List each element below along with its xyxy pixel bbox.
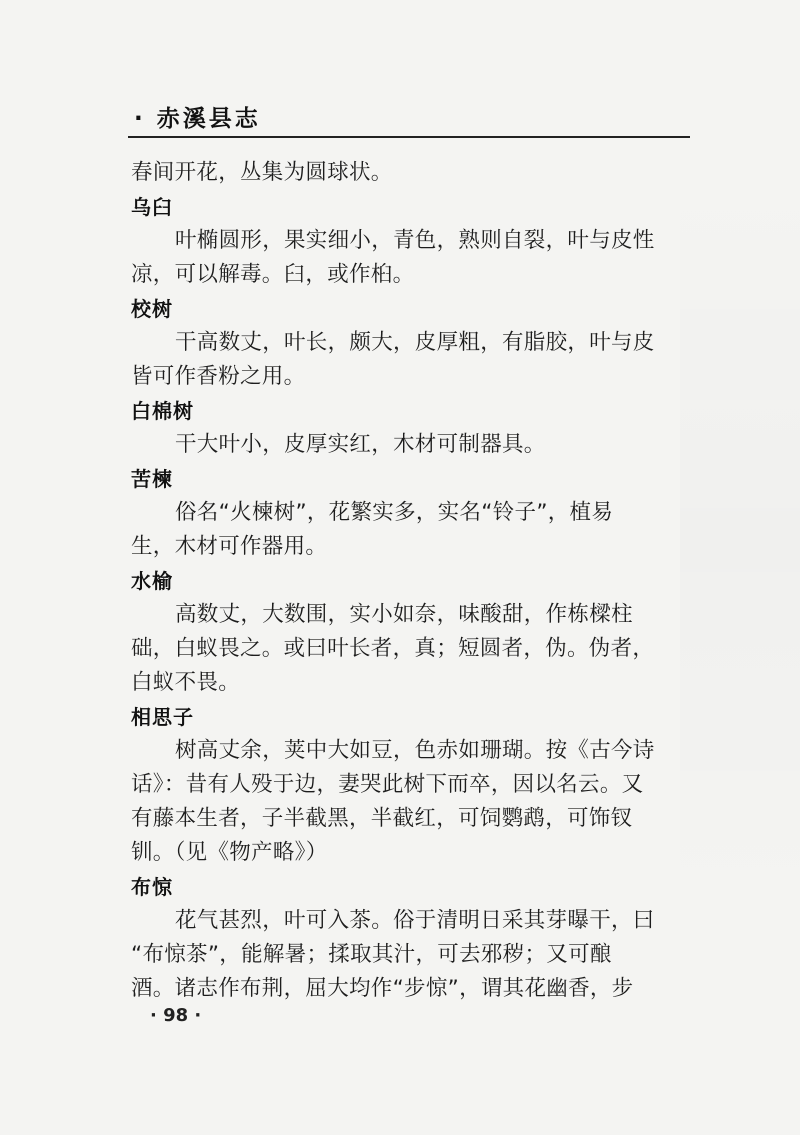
entry-heading: 乌臼: [131, 195, 173, 219]
entry-heading: 相思子: [131, 705, 194, 729]
text-line: 凉，可以解毒。臼，或作桕。: [131, 262, 415, 287]
text-line: “布惊茶”，能解暑；揉取其汁，可去邪秽；又可酿: [131, 942, 612, 967]
text-line: 础，白蚁畏之。或曰叶长者，真；短圆者，伪。伪者，: [131, 636, 655, 661]
text-line: 皆可作香粉之用。: [131, 364, 306, 389]
entry-heading: 校树: [131, 297, 173, 321]
text-line: 生，木材可作器用。: [131, 534, 328, 559]
text-line: 干大叶小，皮厚实红，木材可制器具。: [175, 432, 546, 457]
page-number: · 98 ·: [150, 1005, 202, 1026]
text-line: 叶椭圆形，果实细小，青色，熟则自裂，叶与皮性: [175, 228, 655, 253]
entry-heading: 苦楝: [131, 467, 173, 491]
text-line: 花气甚烈，叶可入茶。俗于清明日采其芽曝干，曰: [175, 908, 655, 933]
text-line: 俗名“火楝树”，花繁实多，实名“铃子”，植易: [175, 500, 614, 525]
entry-heading: 布惊: [131, 875, 173, 899]
text-line: 有藤本生者，子半截黑，半截红，可饲鹦鹉，可饰钗: [131, 806, 633, 831]
text-line: 春间开花，丛集为圆球状。: [131, 160, 393, 185]
entry-heading: 白棉树: [131, 399, 194, 423]
text-line: 干高数丈，叶长，颇大，皮厚粗，有脂胶，叶与皮: [175, 330, 655, 355]
body-text: [131, 156, 693, 1006]
bleed-through-shadow: [680, 160, 800, 920]
book-title: · 赤溪县志: [134, 106, 261, 132]
text-line: 树高丈余，荚中大如豆，色赤如珊瑚。按《古今诗: [175, 738, 655, 763]
text-line: 白蚁不畏。: [131, 670, 241, 695]
text-line: 话》：昔有人殁于边，妻哭此树下而卒，因以名云。又: [131, 772, 644, 797]
entry-heading: 水榆: [131, 569, 173, 593]
running-header: [128, 106, 690, 138]
text-line: 酒。诸志作布荆，屈大均作“步惊”，谓其花幽香，步: [131, 976, 634, 1001]
text-line: 钏。（见《物产略》）: [131, 840, 328, 865]
text-line: 高数丈，大数围，实小如奈，味酸甜，作栋樑柱: [175, 602, 633, 627]
